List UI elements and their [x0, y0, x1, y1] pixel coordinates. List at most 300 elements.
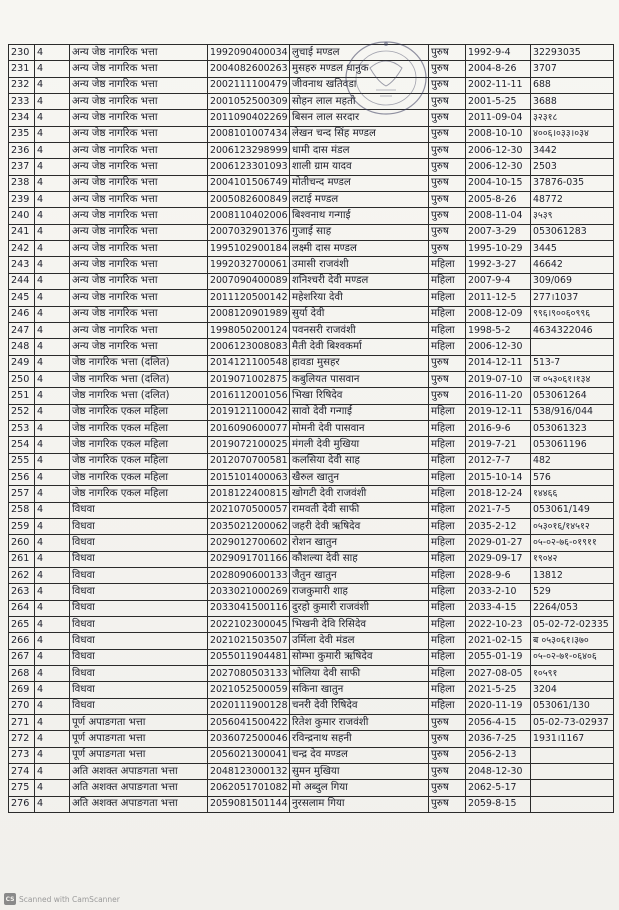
- ward-cell: 4: [35, 780, 70, 796]
- serial-number-cell: 261: [9, 551, 35, 567]
- allowance-type-cell: जेष्ठ नागरिक एकल महिला: [70, 469, 208, 485]
- beneficiary-name-cell: मोतीचन्द मण्डल: [290, 175, 429, 191]
- gender-cell: महिला: [429, 666, 466, 682]
- ward-cell: 4: [35, 518, 70, 534]
- allowance-type-cell: विधवा: [70, 666, 208, 682]
- date-cell: 2005-8-26: [466, 192, 531, 208]
- serial-number-cell: 235: [9, 126, 35, 142]
- ward-cell: 4: [35, 420, 70, 436]
- citizenship-number-cell: १०५९१: [531, 666, 614, 682]
- allowance-type-cell: अन्य जेष्ठ नागरिक भत्ता: [70, 126, 208, 142]
- beneficiary-name-cell: चनरी देवी रिषिदेव: [290, 698, 429, 714]
- citizenship-number-cell: १९०४२: [531, 551, 614, 567]
- allowance-type-cell: पूर्ण अपाङगता भत्ता: [70, 747, 208, 763]
- beneficiary-id-cell: 2019121100042: [208, 404, 290, 420]
- allowance-type-cell: विधवा: [70, 584, 208, 600]
- date-cell: 2056-2-13: [466, 747, 531, 763]
- beneficiary-id-cell: 2007032901376: [208, 224, 290, 240]
- citizenship-number-cell: 513-7: [531, 355, 614, 371]
- allowance-type-cell: जेष्ठ नागरिक एकल महिला: [70, 420, 208, 436]
- beneficiary-name-cell: राजकुमारी शाह: [290, 584, 429, 600]
- beneficiary-id-cell: 2033041500116: [208, 600, 290, 616]
- gender-cell: पुरुष: [429, 159, 466, 175]
- allowance-type-cell: अन्य जेष्ठ नागरिक भत्ता: [70, 306, 208, 322]
- beneficiary-name-cell: लुचाई मण्डल: [290, 45, 429, 61]
- table-row: [9, 339, 614, 355]
- gender-cell: पुरुष: [429, 715, 466, 731]
- serial-number-cell: 255: [9, 453, 35, 469]
- citizenship-number-cell: 46642: [531, 257, 614, 273]
- allowance-type-cell: जेष्ठ नागरिक एकल महिला: [70, 486, 208, 502]
- citizenship-number-cell: ३५३९: [531, 208, 614, 224]
- beneficiary-id-cell: 2006123301093: [208, 159, 290, 175]
- date-cell: 2021-5-25: [466, 682, 531, 698]
- table-row: [9, 224, 614, 240]
- date-cell: 2028-9-6: [466, 568, 531, 584]
- beneficiary-id-cell: 2019071002875: [208, 371, 290, 387]
- beneficiary-name-cell: महेशरिया देवी: [290, 290, 429, 306]
- allowance-type-cell: विधवा: [70, 551, 208, 567]
- date-cell: 2059-8-15: [466, 796, 531, 812]
- date-cell: 2055-01-19: [466, 649, 531, 665]
- allowance-type-cell: पूर्ण अपाङगता भत्ता: [70, 715, 208, 731]
- date-cell: 2004-8-26: [466, 61, 531, 77]
- ward-cell: 4: [35, 159, 70, 175]
- citizenship-number-cell: 13812: [531, 568, 614, 584]
- beneficiary-id-cell: 2011120500142: [208, 290, 290, 306]
- ward-cell: 4: [35, 404, 70, 420]
- ward-cell: 4: [35, 764, 70, 780]
- beneficiary-name-cell: धामी दास मंडल: [290, 143, 429, 159]
- beneficiary-id-cell: 2029012700602: [208, 535, 290, 551]
- beneficiary-id-cell: 2021021503507: [208, 633, 290, 649]
- serial-number-cell: 273: [9, 747, 35, 763]
- ward-cell: 4: [35, 666, 70, 682]
- date-cell: 2016-9-6: [466, 420, 531, 436]
- gender-cell: महिला: [429, 698, 466, 714]
- date-cell: 2020-11-19: [466, 698, 531, 714]
- serial-number-cell: 258: [9, 502, 35, 518]
- beneficiary-id-cell: 1992090400034: [208, 45, 290, 61]
- beneficiary-id-cell: 2062051701082: [208, 780, 290, 796]
- citizenship-number-cell: 053061283: [531, 224, 614, 240]
- date-cell: 2056-4-15: [466, 715, 531, 731]
- beneficiary-name-cell: कौशल्या देवी साह: [290, 551, 429, 567]
- citizenship-number-cell: ०५-०२-७१-०६४०६: [531, 649, 614, 665]
- allowance-type-cell: विधवा: [70, 518, 208, 534]
- beneficiary-id-cell: 2056041500422: [208, 715, 290, 731]
- serial-number-cell: 252: [9, 404, 35, 420]
- gender-cell: महिला: [429, 290, 466, 306]
- serial-number-cell: 266: [9, 633, 35, 649]
- citizenship-number-cell: 277।1037: [531, 290, 614, 306]
- beneficiary-id-cell: 2012070700581: [208, 453, 290, 469]
- citizenship-number-cell: 05-02-73-02937: [531, 715, 614, 731]
- citizenship-number-cell: ब ०५३०६१।३७०: [531, 633, 614, 649]
- date-cell: 2019-12-11: [466, 404, 531, 420]
- ward-cell: 4: [35, 682, 70, 698]
- gender-cell: पुरुष: [429, 780, 466, 796]
- table-row: [9, 126, 614, 142]
- date-cell: 2018-12-24: [466, 486, 531, 502]
- table-row: [9, 535, 614, 551]
- beneficiary-name-cell: भिखनी देवि रिसिदेव: [290, 617, 429, 633]
- citizenship-number-cell: 3707: [531, 61, 614, 77]
- gender-cell: पुरुष: [429, 61, 466, 77]
- ward-cell: 4: [35, 273, 70, 289]
- date-cell: 2006-12-30: [466, 159, 531, 175]
- gender-cell: पुरुष: [429, 45, 466, 61]
- serial-number-cell: 256: [9, 469, 35, 485]
- serial-number-cell: 234: [9, 110, 35, 126]
- citizenship-number-cell: 3204: [531, 682, 614, 698]
- beneficiary-id-cell: 2035021200062: [208, 518, 290, 534]
- ward-cell: 4: [35, 731, 70, 747]
- table-row: [9, 747, 614, 763]
- beneficiary-id-cell: 2008120901989: [208, 306, 290, 322]
- ward-cell: 4: [35, 535, 70, 551]
- ward-cell: 4: [35, 290, 70, 306]
- ward-cell: 4: [35, 224, 70, 240]
- scanner-watermark: [4, 893, 120, 905]
- table-row: [9, 241, 614, 257]
- gender-cell: पुरुष: [429, 175, 466, 191]
- serial-number-cell: 271: [9, 715, 35, 731]
- serial-number-cell: 276: [9, 796, 35, 812]
- beneficiary-name-cell: दुरहो कुमारी राजवंशी: [290, 600, 429, 616]
- citizenship-number-cell: 48772: [531, 192, 614, 208]
- date-cell: 2022-10-23: [466, 617, 531, 633]
- allowance-type-cell: जेष्ठ नागरिक भत्ता (दलित): [70, 371, 208, 387]
- beneficiary-id-cell: 2015101400063: [208, 469, 290, 485]
- citizenship-number-cell: 37876-035: [531, 175, 614, 191]
- ward-cell: 4: [35, 715, 70, 731]
- beneficiary-id-cell: 2055011904481: [208, 649, 290, 665]
- table-row: [9, 796, 614, 812]
- serial-number-cell: 246: [9, 306, 35, 322]
- beneficiary-name-cell: मैती देवी बिश्वकर्मा: [290, 339, 429, 355]
- table-row: [9, 600, 614, 616]
- beneficiary-name-cell: उमासी राजवंशी: [290, 257, 429, 273]
- gender-cell: महिला: [429, 682, 466, 698]
- ward-cell: 4: [35, 649, 70, 665]
- serial-number-cell: 244: [9, 273, 35, 289]
- beneficiary-name-cell: जैतुन खातुन: [290, 568, 429, 584]
- ward-cell: 4: [35, 453, 70, 469]
- table-row: [9, 649, 614, 665]
- allowance-type-cell: अन्य जेष्ठ नागरिक भत्ता: [70, 110, 208, 126]
- table-row: [9, 257, 614, 273]
- gender-cell: महिला: [429, 273, 466, 289]
- date-cell: 1992-3-27: [466, 257, 531, 273]
- gender-cell: महिला: [429, 518, 466, 534]
- allowance-type-cell: विधवा: [70, 682, 208, 698]
- ward-cell: 4: [35, 600, 70, 616]
- allowance-type-cell: अन्य जेष्ठ नागरिक भत्ता: [70, 224, 208, 240]
- citizenship-number-cell: ज ०५३०६१।१३४: [531, 371, 614, 387]
- ward-cell: 4: [35, 94, 70, 110]
- table-row: [9, 404, 614, 420]
- date-cell: 2019-7-21: [466, 437, 531, 453]
- gender-cell: महिला: [429, 617, 466, 633]
- beneficiary-name-cell: लेखन चन्द सिंह मण्डल: [290, 126, 429, 142]
- beneficiary-name-cell: पवनसरी राजवंशी: [290, 322, 429, 338]
- allowance-type-cell: विधवा: [70, 633, 208, 649]
- gender-cell: पुरुष: [429, 94, 466, 110]
- gender-cell: पुरुष: [429, 747, 466, 763]
- allowance-type-cell: अन्य जेष्ठ नागरिक भत्ता: [70, 192, 208, 208]
- gender-cell: पुरुष: [429, 355, 466, 371]
- ward-cell: 4: [35, 584, 70, 600]
- beneficiary-id-cell: 2021070500057: [208, 502, 290, 518]
- table-row: [9, 584, 614, 600]
- citizenship-number-cell: 3688: [531, 94, 614, 110]
- beneficiary-id-cell: 1995102900184: [208, 241, 290, 257]
- table-row: [9, 322, 614, 338]
- gender-cell: महिला: [429, 584, 466, 600]
- beneficiary-name-cell: खोगटी देवी राजवंशी: [290, 486, 429, 502]
- table-row: [9, 698, 614, 714]
- beneficiary-name-cell: बिसन लाल सरदार: [290, 110, 429, 126]
- ward-cell: 4: [35, 208, 70, 224]
- allowance-type-cell: अन्य जेष्ठ नागरिक भत्ता: [70, 94, 208, 110]
- serial-number-cell: 241: [9, 224, 35, 240]
- citizenship-number-cell: 053061/149: [531, 502, 614, 518]
- serial-number-cell: 267: [9, 649, 35, 665]
- citizenship-number-cell: [531, 764, 614, 780]
- serial-number-cell: 270: [9, 698, 35, 714]
- table-row: [9, 94, 614, 110]
- date-cell: 2006-12-30: [466, 143, 531, 159]
- allowance-type-cell: अन्य जेष्ठ नागरिक भत्ता: [70, 208, 208, 224]
- gender-cell: महिला: [429, 486, 466, 502]
- beneficiary-name-cell: मोमनी देवी पासवान: [290, 420, 429, 436]
- table-row: [9, 110, 614, 126]
- date-cell: 2001-5-25: [466, 94, 531, 110]
- citizenship-number-cell: 529: [531, 584, 614, 600]
- serial-number-cell: 262: [9, 568, 35, 584]
- gender-cell: पुरुष: [429, 224, 466, 240]
- beneficiary-id-cell: 2006123298999: [208, 143, 290, 159]
- allowance-type-cell: विधवा: [70, 600, 208, 616]
- date-cell: 2008-12-09: [466, 306, 531, 322]
- beneficiary-name-cell: रितेश कुमार राजवंशी: [290, 715, 429, 731]
- ward-cell: 4: [35, 77, 70, 93]
- ward-cell: 4: [35, 617, 70, 633]
- allowance-type-cell: जेष्ठ नागरिक भत्ता (दलित): [70, 388, 208, 404]
- gender-cell: महिला: [429, 306, 466, 322]
- table-row: [9, 518, 614, 534]
- beneficiary-id-cell: 2014121100548: [208, 355, 290, 371]
- serial-number-cell: 269: [9, 682, 35, 698]
- beneficiary-id-cell: 2018122400815: [208, 486, 290, 502]
- date-cell: 2008-10-10: [466, 126, 531, 142]
- serial-number-cell: 232: [9, 77, 35, 93]
- allowance-type-cell: विधवा: [70, 535, 208, 551]
- table-row: [9, 666, 614, 682]
- gender-cell: पुरुष: [429, 143, 466, 159]
- gender-cell: महिला: [429, 535, 466, 551]
- citizenship-number-cell: ३२३१८: [531, 110, 614, 126]
- date-cell: 2036-7-25: [466, 731, 531, 747]
- ward-cell: 4: [35, 322, 70, 338]
- table-row: [9, 437, 614, 453]
- beneficiary-name-cell: खैरुल खातुन: [290, 469, 429, 485]
- citizenship-number-cell: 309/069: [531, 273, 614, 289]
- beneficiary-id-cell: 2016112001056: [208, 388, 290, 404]
- allowance-type-cell: विधवा: [70, 698, 208, 714]
- date-cell: 1995-10-29: [466, 241, 531, 257]
- allowance-type-cell: जेष्ठ नागरिक एकल महिला: [70, 404, 208, 420]
- beneficiary-name-cell: रविन्द्रनाथ सहनी: [290, 731, 429, 747]
- table-row: [9, 388, 614, 404]
- beneficiary-id-cell: 2006123008083: [208, 339, 290, 355]
- gender-cell: महिला: [429, 404, 466, 420]
- table-row: [9, 682, 614, 698]
- allowance-type-cell: अन्य जेष्ठ नागरिक भत्ता: [70, 290, 208, 306]
- beneficiary-name-cell: रामवती देवी साफी: [290, 502, 429, 518]
- beneficiary-name-cell: हावडा मुसहर: [290, 355, 429, 371]
- date-cell: 2012-7-7: [466, 453, 531, 469]
- citizenship-number-cell: 576: [531, 469, 614, 485]
- table-row: [9, 568, 614, 584]
- citizenship-number-cell: ४००६।०३३।०३४: [531, 126, 614, 142]
- beneficiary-id-cell: 2008110402006: [208, 208, 290, 224]
- allowance-type-cell: अन्य जेष्ठ नागरिक भत्ता: [70, 322, 208, 338]
- date-cell: 2002-11-11: [466, 77, 531, 93]
- citizenship-number-cell: 2503: [531, 159, 614, 175]
- date-cell: 2029-01-27: [466, 535, 531, 551]
- beneficiary-id-cell: 2001052500309: [208, 94, 290, 110]
- serial-number-cell: 260: [9, 535, 35, 551]
- serial-number-cell: 268: [9, 666, 35, 682]
- citizenship-number-cell: 4634322046: [531, 322, 614, 338]
- beneficiary-name-cell: भोलिया देवी साफी: [290, 666, 429, 682]
- table-row: [9, 273, 614, 289]
- ward-cell: 4: [35, 175, 70, 191]
- citizenship-number-cell: 053061323: [531, 420, 614, 436]
- table-row: [9, 371, 614, 387]
- date-cell: 2035-2-12: [466, 518, 531, 534]
- gender-cell: पुरुष: [429, 796, 466, 812]
- serial-number-cell: 263: [9, 584, 35, 600]
- ward-cell: 4: [35, 371, 70, 387]
- gender-cell: पुरुष: [429, 241, 466, 257]
- table-row: [9, 551, 614, 567]
- beneficiary-id-cell: 2011090402269: [208, 110, 290, 126]
- table-row: [9, 780, 614, 796]
- allowance-type-cell: अन्य जेष्ठ नागरिक भत्ता: [70, 339, 208, 355]
- serial-number-cell: 240: [9, 208, 35, 224]
- citizenship-number-cell: [531, 796, 614, 812]
- citizenship-number-cell: 05-02-72-02335: [531, 617, 614, 633]
- serial-number-cell: 265: [9, 617, 35, 633]
- allowance-type-cell: अति अशक्त अपाङगता भत्ता: [70, 796, 208, 812]
- ward-cell: 4: [35, 126, 70, 142]
- date-cell: 1998-5-2: [466, 322, 531, 338]
- ward-cell: 4: [35, 551, 70, 567]
- table-row: [9, 502, 614, 518]
- beneficiary-name-cell: मंगली देवी मुखिया: [290, 437, 429, 453]
- date-cell: 2016-11-20: [466, 388, 531, 404]
- gender-cell: महिला: [429, 437, 466, 453]
- allowance-type-cell: अन्य जेष्ठ नागरिक भत्ता: [70, 77, 208, 93]
- serial-number-cell: 238: [9, 175, 35, 191]
- serial-number-cell: 254: [9, 437, 35, 453]
- date-cell: 2033-4-15: [466, 600, 531, 616]
- allowance-type-cell: विधवा: [70, 649, 208, 665]
- citizenship-number-cell: 32293035: [531, 45, 614, 61]
- gender-cell: पुरुष: [429, 764, 466, 780]
- serial-number-cell: 259: [9, 518, 35, 534]
- allowance-type-cell: अन्य जेष्ठ नागरिक भत्ता: [70, 273, 208, 289]
- citizenship-number-cell: [531, 780, 614, 796]
- allowance-type-cell: पूर्ण अपाङगता भत्ता: [70, 731, 208, 747]
- date-cell: 2019-07-10: [466, 371, 531, 387]
- gender-cell: महिला: [429, 633, 466, 649]
- allowance-type-cell: अति अशक्त अपाङगता भत्ता: [70, 780, 208, 796]
- table-row: [9, 469, 614, 485]
- gender-cell: महिला: [429, 322, 466, 338]
- ward-cell: 4: [35, 306, 70, 322]
- ward-cell: 4: [35, 339, 70, 355]
- ward-cell: 4: [35, 633, 70, 649]
- serial-number-cell: 274: [9, 764, 35, 780]
- allowance-type-cell: विधवा: [70, 568, 208, 584]
- date-cell: 2027-08-05: [466, 666, 531, 682]
- allowance-type-cell: जेष्ठ नागरिक एकल महिला: [70, 453, 208, 469]
- date-cell: 2007-9-4: [466, 273, 531, 289]
- serial-number-cell: 230: [9, 45, 35, 61]
- table-row: [9, 175, 614, 191]
- serial-number-cell: 251: [9, 388, 35, 404]
- serial-number-cell: 275: [9, 780, 35, 796]
- serial-number-cell: 264: [9, 600, 35, 616]
- serial-number-cell: 233: [9, 94, 35, 110]
- beneficiary-name-cell: बिश्वनाथ गन्गाई: [290, 208, 429, 224]
- table-row: [9, 486, 614, 502]
- beneficiary-id-cell: 2022102300045: [208, 617, 290, 633]
- beneficiary-id-cell: 2028090600133: [208, 568, 290, 584]
- beneficiary-name-cell: जीवनाथ खतिवडा: [290, 77, 429, 93]
- beneficiary-id-cell: 2020111900128: [208, 698, 290, 714]
- ward-cell: 4: [35, 469, 70, 485]
- beneficiary-id-cell: 2004101506749: [208, 175, 290, 191]
- allowance-type-cell: जेष्ठ नागरिक एकल महिला: [70, 437, 208, 453]
- gender-cell: पुरुष: [429, 731, 466, 747]
- allowance-type-cell: अन्य जेष्ठ नागरिक भत्ता: [70, 175, 208, 191]
- beneficiary-table: [8, 44, 614, 813]
- date-cell: 2033-2-10: [466, 584, 531, 600]
- citizenship-number-cell: ०५३०१६/१४५१२: [531, 518, 614, 534]
- allowance-type-cell: विधवा: [70, 617, 208, 633]
- gender-cell: महिला: [429, 257, 466, 273]
- date-cell: 2021-7-5: [466, 502, 531, 518]
- citizenship-number-cell: 1931।1167: [531, 731, 614, 747]
- beneficiary-name-cell: कबुलियत पासवान: [290, 371, 429, 387]
- beneficiary-id-cell: 2036072500046: [208, 731, 290, 747]
- beneficiary-id-cell: 2021052500059: [208, 682, 290, 698]
- allowance-type-cell: अन्य जेष्ठ नागरिक भत्ता: [70, 257, 208, 273]
- beneficiary-name-cell: सोहन लाल महतो: [290, 94, 429, 110]
- table-row: [9, 453, 614, 469]
- beneficiary-id-cell: 2029091701166: [208, 551, 290, 567]
- beneficiary-name-cell: लटाई मण्डल: [290, 192, 429, 208]
- table-row: [9, 77, 614, 93]
- ward-cell: 4: [35, 45, 70, 61]
- date-cell: 2007-3-29: [466, 224, 531, 240]
- beneficiary-name-cell: चन्द्र देव मण्डल: [290, 747, 429, 763]
